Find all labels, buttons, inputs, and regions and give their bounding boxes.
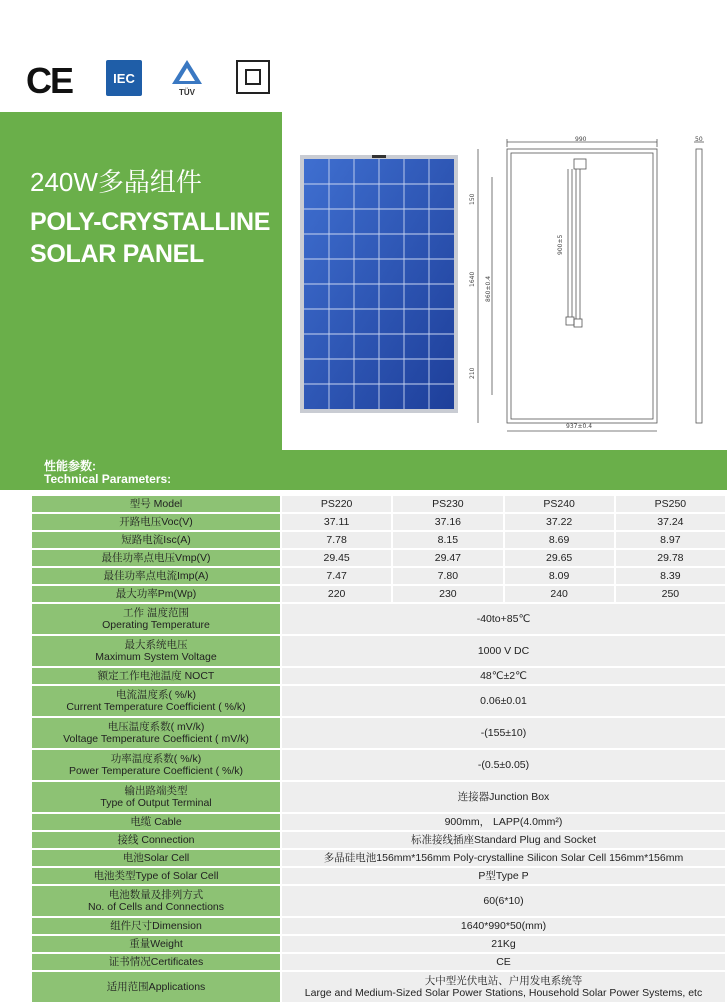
svg-text:TÜV: TÜV bbox=[179, 88, 195, 97]
row-label-cn: 证书情况Certificates bbox=[108, 956, 204, 968]
value-text: 连接器Junction Box bbox=[457, 791, 550, 803]
ce-mark-logo: CE bbox=[26, 60, 73, 101]
row-label-cn: 电缆 Cable bbox=[130, 816, 182, 828]
dim-top-offset: 150 bbox=[469, 193, 476, 205]
value-text: 标准接线插座Standard Plug and Socket bbox=[410, 834, 596, 846]
value-cell: 8.09 bbox=[505, 568, 616, 584]
value-text: 0.06±0.01 bbox=[480, 695, 527, 707]
value-cell: 8.97 bbox=[616, 532, 727, 548]
table-row bbox=[32, 550, 727, 566]
value-text: 1640*990*50(mm) bbox=[460, 920, 547, 932]
certification-logos bbox=[22, 58, 322, 100]
value-cell: 37.16 bbox=[393, 514, 504, 530]
model-cell: PS250 bbox=[616, 496, 727, 512]
value-cell: 240 bbox=[505, 586, 616, 602]
model-cell: PS240 bbox=[505, 496, 616, 512]
row-label-cn: 输出路端类型 bbox=[124, 785, 188, 797]
table-row bbox=[32, 636, 727, 666]
dim-mount: 860±0.4 bbox=[485, 275, 492, 302]
table-row bbox=[32, 532, 727, 548]
table-row bbox=[32, 832, 727, 848]
row-label-en: Power Temperature Coefficient ( %/k) bbox=[68, 765, 244, 777]
row-label-cn: 重量Weight bbox=[129, 938, 183, 950]
row-label-cn: 电压温度系数( mV/k) bbox=[107, 721, 205, 733]
model-cell: PS230 bbox=[393, 496, 504, 512]
value-cell: 29.65 bbox=[505, 550, 616, 566]
value-cell: 8.69 bbox=[505, 532, 616, 548]
row-label: 最大功率Pm(Wp) bbox=[32, 586, 282, 602]
value-cell: 7.47 bbox=[282, 568, 393, 584]
row-label bbox=[32, 886, 282, 916]
table-row bbox=[32, 868, 727, 884]
table-row bbox=[32, 496, 727, 512]
value-text: 48℃±2℃ bbox=[480, 670, 527, 682]
value-cell: 8.15 bbox=[393, 532, 504, 548]
value-cell bbox=[282, 936, 727, 952]
value-text: 1000 V DC bbox=[477, 645, 530, 657]
row-label bbox=[32, 918, 282, 934]
dim-width: 990 bbox=[575, 136, 587, 143]
dim-bottom-offset: 210 bbox=[469, 367, 476, 379]
value-cell: 37.11 bbox=[282, 514, 393, 530]
table-row bbox=[32, 814, 727, 830]
spec-table bbox=[32, 494, 727, 1004]
value-cell: 220 bbox=[282, 586, 393, 602]
value-cell: 29.47 bbox=[393, 550, 504, 566]
table-row bbox=[32, 936, 727, 952]
table-row bbox=[32, 782, 727, 812]
row-label bbox=[32, 868, 282, 884]
row-label-cn: 电池数量及排列方式 bbox=[108, 889, 204, 901]
row-label: 最佳功率点电压Vmp(V) bbox=[32, 550, 282, 566]
row-label: 最佳功率点电流Imp(A) bbox=[32, 568, 282, 584]
title-english-line1: POLY-CRYSTALLINE bbox=[30, 208, 271, 236]
value-cell: 29.78 bbox=[616, 550, 727, 566]
row-label-cn: 组件尺寸Dimension bbox=[110, 920, 202, 932]
value-cell bbox=[282, 686, 727, 716]
value-text: -(0.5±0.05) bbox=[477, 759, 530, 771]
row-label-cn: 最大系统电压 bbox=[124, 639, 188, 651]
title-chinese: 240W多晶组件 bbox=[30, 167, 202, 197]
value-cell bbox=[282, 918, 727, 934]
value-text: -(155±10) bbox=[480, 727, 527, 739]
value-cell bbox=[282, 972, 727, 1002]
row-label bbox=[32, 686, 282, 716]
row-label-cn: 适用范围Applications bbox=[106, 981, 206, 993]
value-cell bbox=[282, 832, 727, 848]
table-row bbox=[32, 918, 727, 934]
row-label bbox=[32, 972, 282, 1002]
row-label bbox=[32, 850, 282, 866]
row-label-en: Current Temperature Coefficient ( %/k) bbox=[66, 701, 246, 713]
row-label: 型号 Model bbox=[32, 496, 282, 512]
row-label bbox=[32, 814, 282, 830]
row-label-en: No. of Cells and Connections bbox=[88, 901, 224, 913]
row-label-en: Operating Temperature bbox=[102, 619, 210, 631]
value-cell bbox=[282, 718, 727, 748]
table-row bbox=[32, 586, 727, 602]
row-label bbox=[32, 782, 282, 812]
row-label-cn: 功率温度系数( %/k) bbox=[110, 753, 202, 765]
value-cell bbox=[282, 604, 727, 634]
row-label-en: Voltage Temperature Coefficient ( mV/k) bbox=[63, 733, 249, 745]
value-cell: 230 bbox=[393, 586, 504, 602]
value-text: 多晶硅电池156mm*156mm Poly-crystalline Silicon Solar Cell 156mm*156mm bbox=[323, 852, 684, 864]
tuv-logo bbox=[170, 58, 204, 98]
value-text: 大中型光伏电站、户用发电系统等 bbox=[424, 975, 583, 987]
table-row bbox=[32, 514, 727, 530]
row-label-cn: 额定工作电池温度 NOCT bbox=[97, 670, 215, 682]
row-label: 短路电流Isc(A) bbox=[32, 532, 282, 548]
dim-height: 1640 bbox=[469, 271, 476, 287]
row-label bbox=[32, 750, 282, 780]
row-label-cn: 电池Solar Cell bbox=[122, 852, 190, 864]
row-label bbox=[32, 936, 282, 952]
dim-bottom-width: 937±0.4 bbox=[566, 423, 593, 430]
table-row bbox=[32, 668, 727, 684]
model-cell: PS220 bbox=[282, 496, 393, 512]
value-text: P型Type P bbox=[478, 870, 529, 882]
table-row bbox=[32, 886, 727, 916]
table-row bbox=[32, 972, 727, 1002]
value-text: 900mm， LAPP(4.0mm²) bbox=[444, 816, 563, 828]
solar-panel-image bbox=[300, 155, 458, 413]
row-label bbox=[32, 636, 282, 666]
value-text-en: Large and Medium-Sized Solar Power Stations, Household Solar Power Systems, etc bbox=[304, 987, 703, 999]
row-label-cn: 电流温度系( %/k) bbox=[116, 689, 196, 701]
table-row bbox=[32, 850, 727, 866]
row-label bbox=[32, 604, 282, 634]
row-label-cn: 电池类型Type of Solar Cell bbox=[93, 870, 219, 882]
value-cell: 37.22 bbox=[505, 514, 616, 530]
row-label bbox=[32, 718, 282, 748]
value-cell bbox=[282, 814, 727, 830]
row-label bbox=[32, 832, 282, 848]
title-english-line2: SOLAR PANEL bbox=[30, 240, 205, 268]
iec-logo: IEC bbox=[106, 60, 142, 96]
table-row bbox=[32, 718, 727, 748]
table-row bbox=[32, 568, 727, 584]
value-cell bbox=[282, 886, 727, 916]
value-cell bbox=[282, 668, 727, 684]
class-ii-double-square-icon bbox=[236, 60, 270, 94]
value-cell bbox=[282, 782, 727, 812]
value-cell bbox=[282, 954, 727, 970]
dim-cable: 900±5 bbox=[557, 234, 564, 255]
value-cell: 29.45 bbox=[282, 550, 393, 566]
value-cell bbox=[282, 750, 727, 780]
row-label-en: Type of Output Terminal bbox=[100, 797, 212, 809]
table-row bbox=[32, 750, 727, 780]
row-label bbox=[32, 668, 282, 684]
row-label: 开路电压Voc(V) bbox=[32, 514, 282, 530]
value-text: CE bbox=[496, 956, 511, 968]
title-english bbox=[30, 206, 270, 270]
table-row bbox=[32, 954, 727, 970]
row-label-cn: 接线 Connection bbox=[117, 834, 195, 846]
dim-side: 50 bbox=[695, 136, 703, 143]
value-cell: 7.80 bbox=[393, 568, 504, 584]
value-cell: 8.39 bbox=[616, 568, 727, 584]
value-cell: 37.24 bbox=[616, 514, 727, 530]
row-label-cn: 工作 温度范围 bbox=[123, 607, 189, 619]
row-label-en: Maximum System Voltage bbox=[95, 651, 217, 663]
table-row bbox=[32, 604, 727, 634]
row-label bbox=[32, 954, 282, 970]
dimension-drawing bbox=[470, 137, 727, 432]
tech-params-heading-en: Technical Parameters: bbox=[44, 472, 172, 486]
table-row bbox=[32, 686, 727, 716]
value-cell: 7.78 bbox=[282, 532, 393, 548]
value-cell bbox=[282, 636, 727, 666]
value-cell bbox=[282, 850, 727, 866]
value-text: 60(6*10) bbox=[483, 895, 524, 907]
value-text: 21Kg bbox=[491, 938, 516, 950]
tech-params-heading-cn: 性能参数: bbox=[44, 459, 96, 473]
value-cell bbox=[282, 868, 727, 884]
value-text: -40to+85℃ bbox=[476, 613, 531, 625]
value-cell: 250 bbox=[616, 586, 727, 602]
